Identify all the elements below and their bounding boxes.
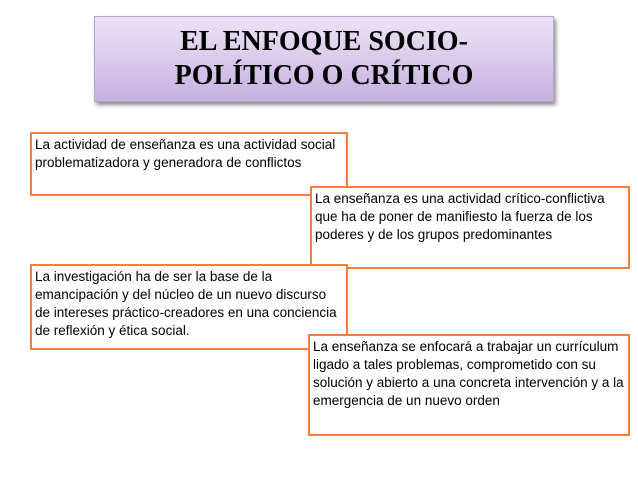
text-box-actividad: La actividad de enseñanza es una actividad social problematizadora y generadora de conflictos (30, 132, 348, 196)
title-box (94, 16, 554, 102)
text-box-investigacion: La investigación ha de ser la base de la emancipación y del núcleo de un nuevo discurso de intereses práctico-creadores en una conciencia de reflexión y ética social. (30, 264, 348, 350)
title-line-1: EL ENFOQUE SOCIO- (180, 26, 468, 57)
text-box-curriculum: La enseñanza se enfocará a trabajar un currículum ligado a tales problemas, comprometido con su solución y abierto a una concreta intervención y a la emergencia de un nuevo orden (308, 334, 630, 436)
title-line-2: POLÍTICO O CRÍTICO (174, 60, 474, 91)
text-box-critico-conflictiva: La enseñanza es una actividad crítico-conflictiva que ha de poner de manifiesto la fuerza de los poderes y de los grupos predominantes (310, 186, 630, 269)
